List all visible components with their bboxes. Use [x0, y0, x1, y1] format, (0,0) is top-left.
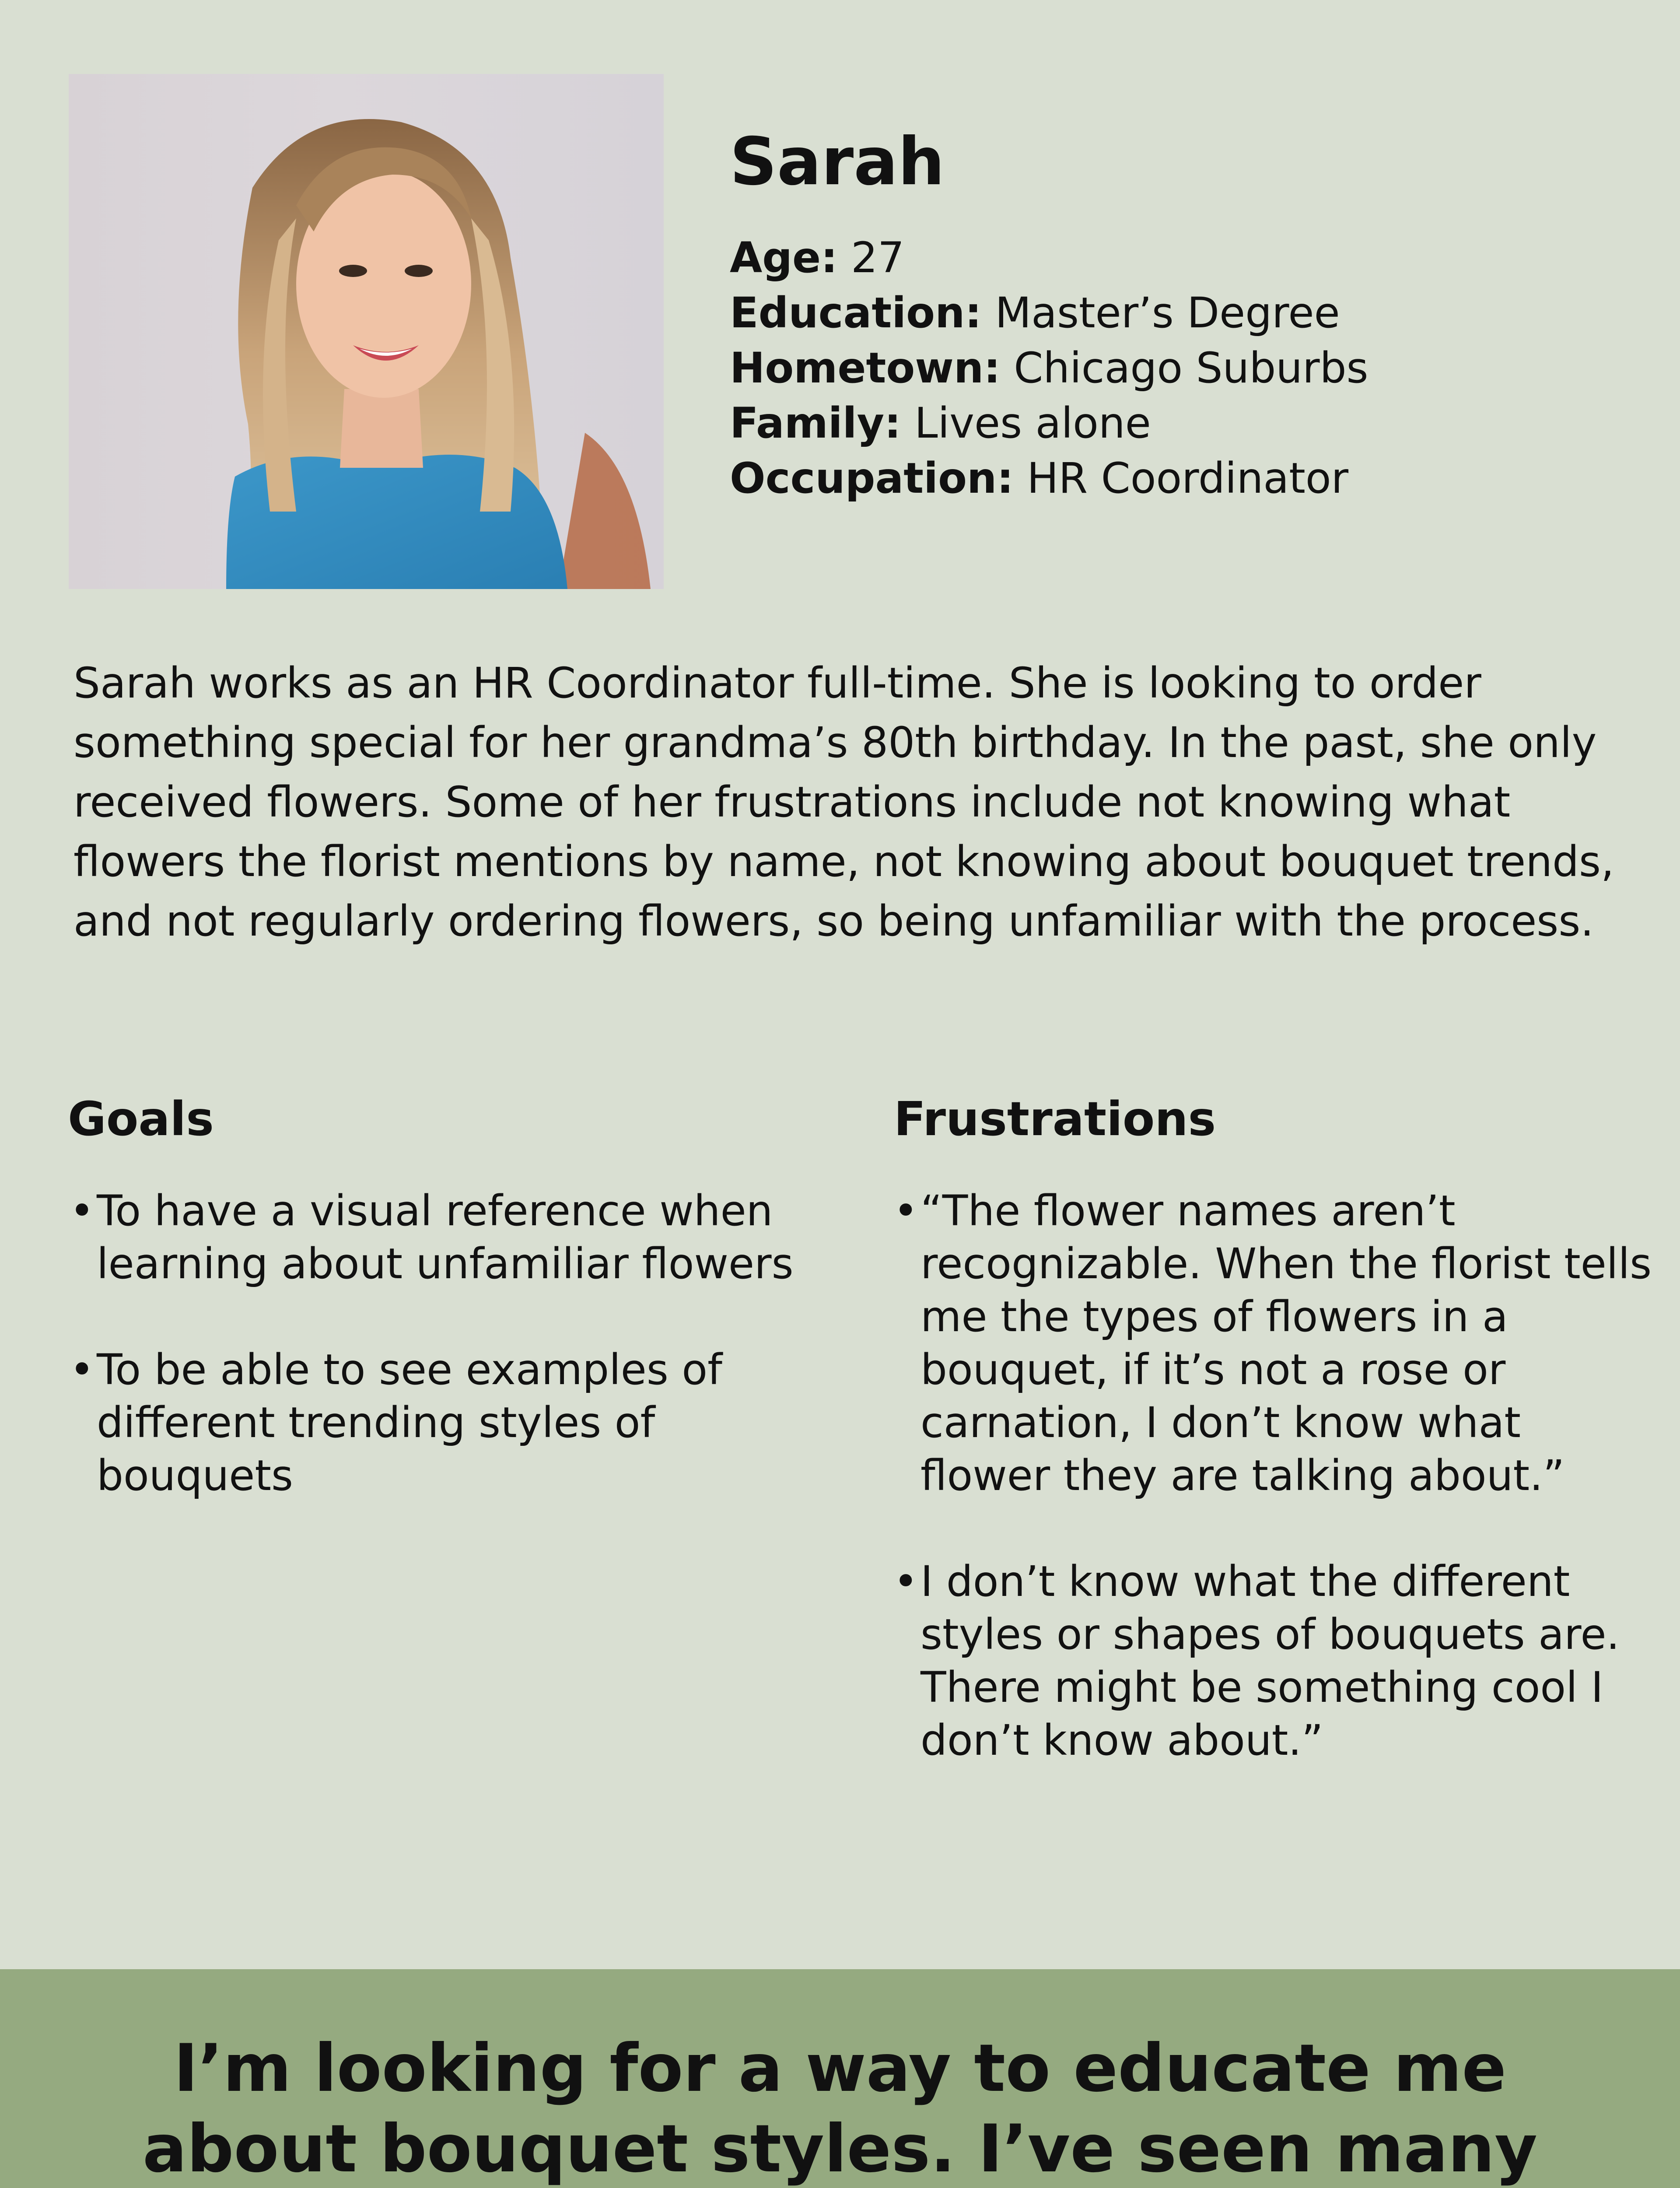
goals-list — [68, 1185, 820, 1555]
persona-photo — [69, 74, 664, 589]
frustrations-list — [892, 1185, 1653, 1820]
persona-quote: I’m looking for a way to educate me about bouquet styles. I’ve seen many — [142, 2030, 1538, 2187]
detail-label: Family: — [730, 399, 901, 448]
detail-value: Lives alone — [914, 399, 1151, 448]
persona-details — [730, 230, 1648, 506]
detail-value: 27 — [851, 233, 905, 282]
frustrations-heading: Frustrations — [894, 1092, 1216, 1147]
portrait-illustration — [69, 74, 664, 589]
detail-label: Education: — [730, 288, 982, 337]
frustration-item: • I don’t know what the different styles or shapes of bouquets are. There might be something cool I don’t know about.” — [892, 1555, 1653, 1767]
detail-value: Chicago Suburbs — [1014, 344, 1368, 393]
frustration-item: • “The flower names aren’t recognizable. When the florist tells me the types of flowers in a bouquet, if it’s not a rose or carnation, I don’t know what flower they are talking about.” — [892, 1185, 1653, 1502]
detail-value: HR Coordinator — [1027, 454, 1349, 503]
detail-occupation — [730, 451, 1648, 506]
detail-label: Age: — [730, 233, 838, 282]
detail-education — [730, 285, 1648, 340]
detail-family — [730, 396, 1648, 451]
detail-hometown — [730, 340, 1648, 396]
goal-item: • To have a visual reference when learning about unfamiliar flowers — [68, 1185, 820, 1290]
persona-name: Sarah — [730, 124, 945, 200]
detail-age — [730, 230, 1648, 285]
persona-bio: Sarah works as an HR Coordinator full-time. She is looking to order something special for her grandma’s 80th birthday. In the past, she only received flowers. Some of her frustrations include not knowing what flowers the florist mentions by name, not knowing about bouquet trends, and not regularly ordering flowers, so being unfamiliar with the process. — [74, 659, 1614, 946]
detail-label: Hometown: — [730, 344, 1001, 393]
goals-heading: Goals — [68, 1092, 214, 1147]
detail-value: Master’s Degree — [995, 288, 1340, 337]
detail-label: Occupation: — [730, 454, 1014, 503]
goal-item: • To be able to see examples of different trending styles of bouquets — [68, 1343, 820, 1502]
